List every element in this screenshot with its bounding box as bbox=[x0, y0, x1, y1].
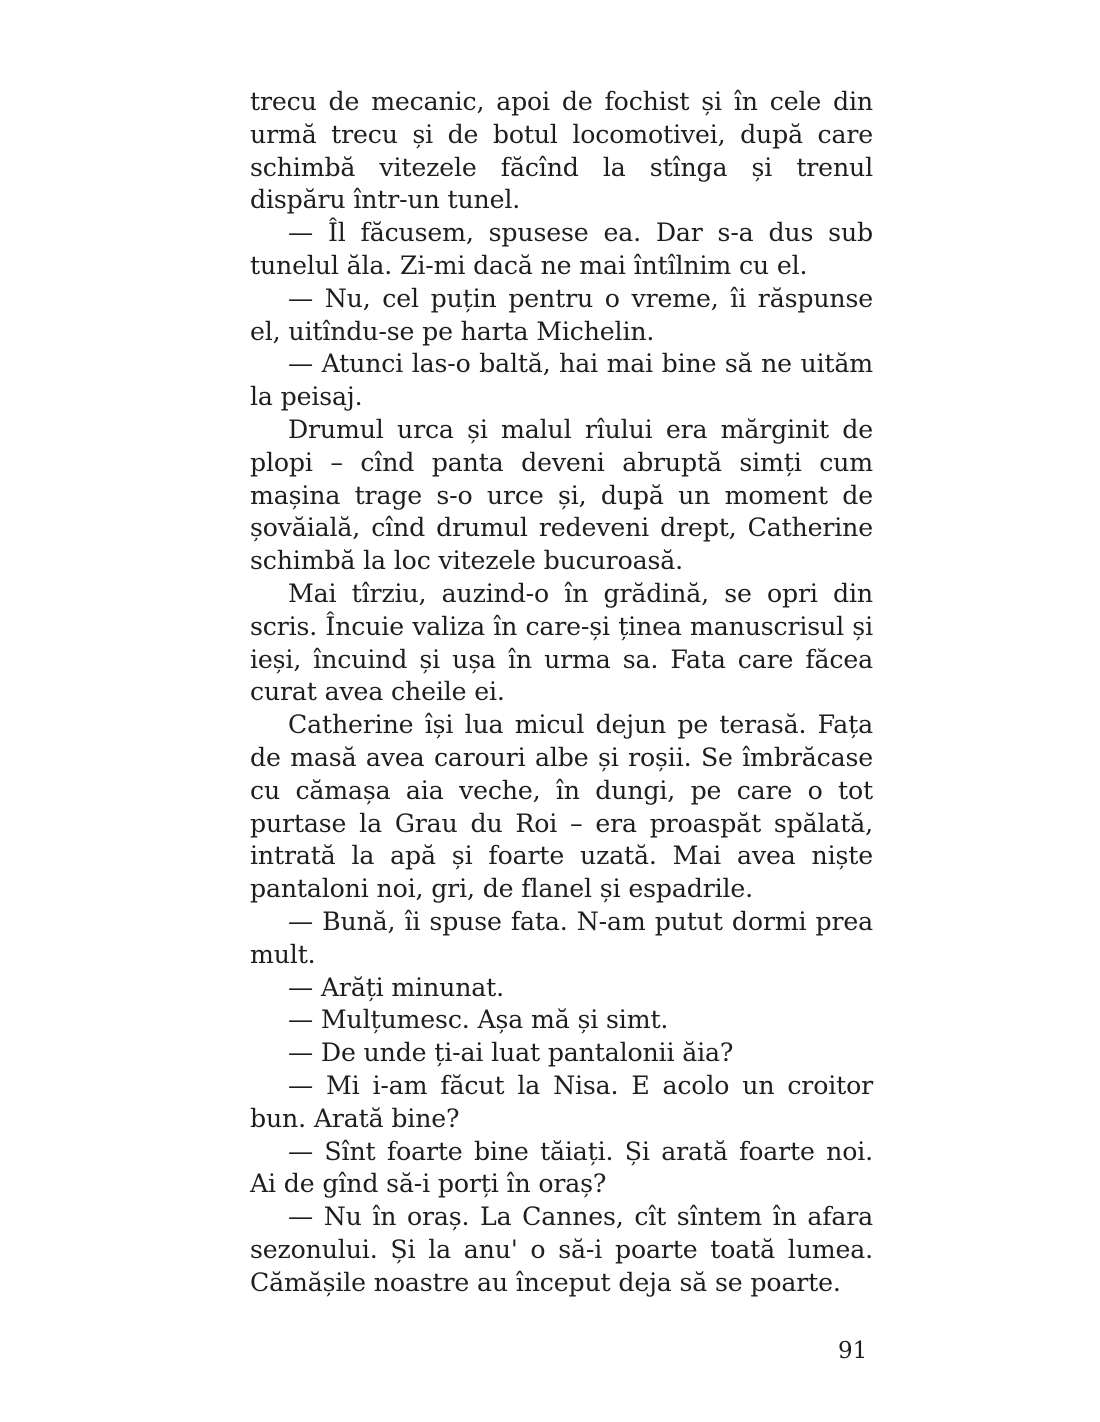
paragraph: — Sînt foarte bine tăiați. Și arată foarte noi. Ai de gînd să-i porți în oraș? bbox=[250, 1136, 873, 1199]
paragraph: — Atunci las-o baltă, hai mai bine să ne uităm la peisaj. bbox=[250, 349, 873, 412]
paragraph: — De unde ți-ai luat pantalonii ăia? bbox=[288, 1038, 734, 1068]
paragraph: — Nu, cel puțin pentru o vreme, îi răspunse el, uitîndu-se pe harta Michelin. bbox=[250, 283, 873, 346]
paragraph: Catherine își lua micul dejun pe terasă. Fața de masă avea carouri albe și roșii. Se îmbrăcase cu cămașa aia veche, în dungi, pe care o tot purtase la Grau du Roi – era proaspăt spălată, intrată la apă și foarte uzată. Mai avea niște pantaloni noi, gri, de flanel și espadrile. bbox=[250, 710, 873, 904]
paragraph: Mai tîrziu, auzind-o în grădină, se opri din scris. Încuie valiza în care-și ținea manuscrisul și ieși, încuind și ușa în urma sa. Fata care făcea curat avea cheile ei. bbox=[250, 578, 873, 707]
paragraph: Drumul urca și malul rîului era mărginit de plopi – cînd panta deveni abruptă simți cum mașina trage s-o urce și, după un moment de șovăială, cînd drumul redeveni drept, Catherine schimbă la loc vitezele bucuroasă. bbox=[250, 414, 873, 576]
paragraph: — Îl făcusem, spusese ea. Dar s-a dus sub tunelul ăla. Zi-mi dacă ne mai întîlnim cu el. bbox=[250, 218, 873, 280]
page-body bbox=[250, 86, 873, 1299]
paragraph: — Nu în oraș. La Cannes, cît sîntem în afara sezonului. Și la anu' o să-i poarte toată lumea. Cămășile noastre au început deja să se poarte. bbox=[250, 1202, 873, 1297]
paragraph: — Mi i-am făcut la Nisa. E acolo un croitor bun. Arată bine? bbox=[250, 1070, 873, 1133]
page-number: 91 bbox=[838, 1338, 868, 1364]
paragraph: — Mulțumesc. Așa mă și simt. bbox=[288, 1005, 669, 1035]
paragraph: — Arăți minunat. bbox=[288, 972, 504, 1002]
paragraph: — Bună, îi spuse fata. N-am putut dormi prea mult. bbox=[250, 906, 873, 969]
paragraph: trecu de mecanic, apoi de fochist și în cele din urmă trecu și de botul locomotivei, după care schimbă vitezele făcînd la stînga și trenul dispăru într-un tunel. bbox=[250, 87, 873, 215]
